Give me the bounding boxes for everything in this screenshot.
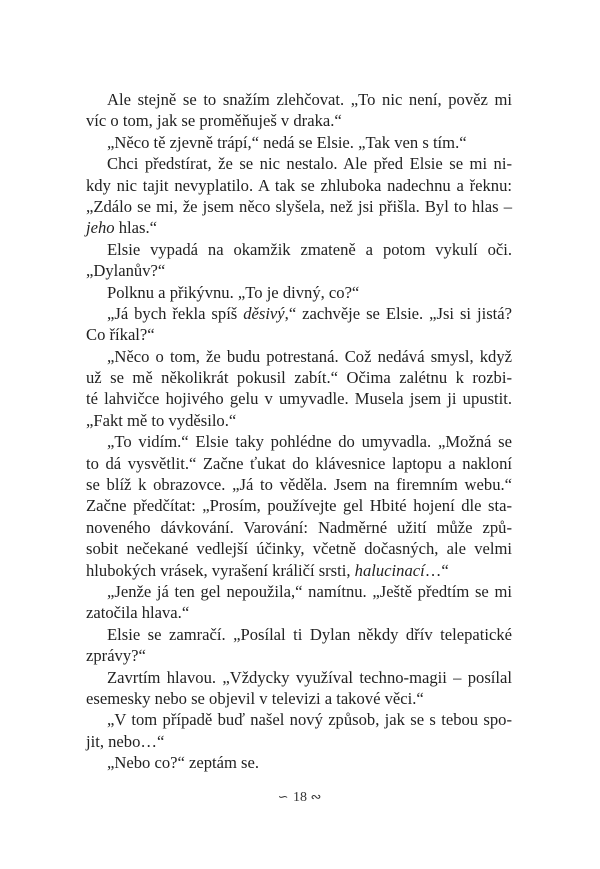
text-line <box>86 495 512 516</box>
text-span: noveného dávkování. Varování: Nadměrné užití může způ- <box>86 517 512 537</box>
text-span: „Já bych řekla spíš <box>107 303 244 323</box>
text-span: Začne předčítat: „Prosím, používejte gel Hbité hojení dle sta- <box>86 496 512 516</box>
text-span: „Jenže já ten gel nepoužila,“ namítnu. „Ještě předtím se mi <box>107 581 512 601</box>
text-span: „Zdálo se mi, že jsem něco slyšela, než jsi přišla. Byl to hlas – <box>86 196 512 216</box>
text-span: Co říkal?“ <box>86 325 155 345</box>
text-line <box>86 217 512 238</box>
emphasis-text: děsivý <box>243 303 285 323</box>
text-span: kdy nic tajit nevyplatilo. A tak se zhluboka nadechnu a řeknu: <box>86 175 512 195</box>
text-line <box>86 196 512 217</box>
text-line <box>86 367 512 388</box>
text-line <box>86 581 512 602</box>
text-span: „Dylanův?“ <box>86 261 166 281</box>
emphasis-text: halucinací <box>354 560 425 580</box>
text-line <box>86 89 512 110</box>
text-span: „Něco o tom, že budu potrestaná. Což nedává smysl, když <box>107 346 512 366</box>
page-number-footer <box>0 789 600 806</box>
text-line <box>86 688 512 709</box>
text-span: „V tom případě buď našel nový způsob, jak se s tebou spo- <box>107 710 512 730</box>
text-line <box>86 175 512 196</box>
text-line <box>86 110 512 131</box>
text-span: Chci předstírat, že se nic nestalo. Ale před Elsie se mi ni- <box>107 154 512 174</box>
text-span: Elsie vypadá na okamžik zmateně a potom vykulí oči. <box>107 239 512 259</box>
text-line <box>86 602 512 623</box>
text-line <box>86 645 512 666</box>
text-span: to dá vysvětlit.“ Začne ťukat do klávesnice laptopu a nakloní <box>86 453 512 473</box>
text-line <box>86 709 512 730</box>
text-line <box>86 388 512 409</box>
text-span: už se mě několikrát pokusil zabít.“ Očima zalétnu k rozbi- <box>86 368 512 388</box>
text-line <box>86 410 512 431</box>
text-span: „To vidím.“ Elsie taky pohlédne do umyvadla. „Možná se <box>107 432 512 452</box>
text-span: víc o tom, jak se proměňuješ v draka.“ <box>86 111 342 131</box>
text-line <box>86 752 512 773</box>
text-line <box>86 453 512 474</box>
text-line <box>86 132 512 153</box>
text-line <box>86 239 512 260</box>
text-line <box>86 260 512 281</box>
text-span: Ale stejně se to snažím zlehčovat. „To nic není, pověz mi <box>107 90 512 109</box>
page-number: 18 <box>293 790 307 805</box>
text-span: „Nebo co?“ zeptám se. <box>107 753 260 773</box>
text-span: hlubokých vrásek, vyrašení králičí srsti, <box>86 560 355 580</box>
text-line <box>86 303 512 324</box>
text-line <box>86 153 512 174</box>
text-line <box>86 560 512 581</box>
text-span: „Něco tě zjevně trápí,“ nedá se Elsie. „Tak ven s tím.“ <box>107 132 467 152</box>
text-span: jit, nebo…“ <box>86 731 165 751</box>
text-line <box>86 282 512 303</box>
ornament-left-icon: ∽ <box>277 789 290 804</box>
text-span: té lahvičce hojivého gelu v umyvadle. Musela jsem ji upustit. <box>86 389 512 409</box>
text-line <box>86 667 512 688</box>
text-span: zprávy?“ <box>86 646 146 666</box>
text-span: hlas.“ <box>114 218 157 238</box>
text-line <box>86 624 512 645</box>
text-span: zatočila hlava.“ <box>86 603 190 623</box>
text-line <box>86 517 512 538</box>
text-span: Elsie se zamračí. „Posílal ti Dylan někdy dřív telepatické <box>107 624 512 644</box>
text-span: ,“ zachvěje se Elsie. „Jsi si jistá? <box>284 303 512 323</box>
text-span: …“ <box>424 560 449 580</box>
text-line <box>86 346 512 367</box>
text-line <box>86 324 512 345</box>
text-line <box>86 538 512 559</box>
text-line <box>86 474 512 495</box>
text-span: se blíž k obrazovce. „Já to věděla. Jsem na firemním webu.“ <box>86 475 512 495</box>
body-text <box>86 89 512 774</box>
text-span: sobit nečekané vedlejší účinky, včetně dočasných, ale velmi <box>86 539 512 559</box>
text-span: „Fakt mě to vyděsilo.“ <box>86 410 237 430</box>
text-line <box>86 431 512 452</box>
text-line <box>86 731 512 752</box>
text-span: Zavrtím hlavou. „Vždycky využíval techno-magii – posílal <box>107 667 512 687</box>
ornament-right-icon: ∾ <box>310 789 323 804</box>
text-span: esemesky nebo se objevil v televizi a takové věci.“ <box>86 688 424 708</box>
text-span: Polknu a přikývnu. „To je divný, co?“ <box>107 282 360 302</box>
emphasis-text: jeho <box>86 218 115 238</box>
